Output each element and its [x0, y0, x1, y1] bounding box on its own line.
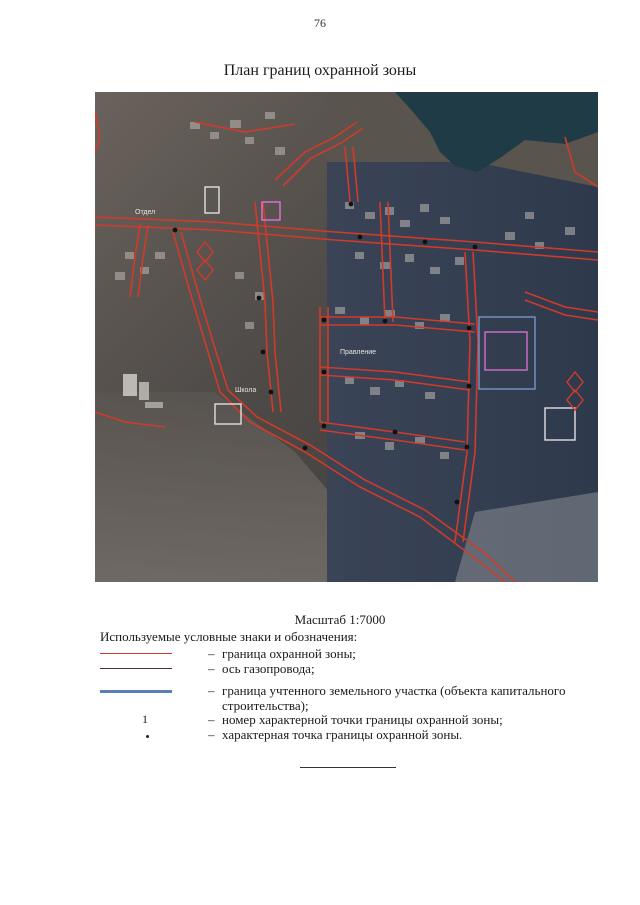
blue-line-symbol	[100, 683, 172, 698]
satellite-map[interactable]	[95, 92, 598, 582]
map-canvas	[95, 92, 598, 582]
footer-rule	[300, 767, 396, 768]
legend-heading: Используемые условные знаки и обозначения:	[100, 629, 358, 644]
legend-dash: –	[208, 646, 215, 661]
dot-symbol	[100, 727, 172, 742]
page-number: 76	[314, 16, 326, 30]
legend-dash: –	[208, 683, 215, 698]
red-line-symbol	[100, 646, 172, 661]
legend-text: граница охранной зоны;	[222, 646, 356, 661]
map-scale: Масштаб 1:7000	[294, 612, 386, 627]
dark-line-symbol	[100, 661, 172, 676]
legend-text: характерная точка границы охранной зоны.	[222, 727, 463, 742]
map-label: Отдел	[135, 209, 156, 216]
legend-dash: –	[208, 712, 215, 727]
farm-building	[145, 402, 163, 408]
farm-building	[123, 374, 137, 396]
farm-building	[139, 382, 149, 400]
legend-dash: –	[208, 661, 215, 676]
map-label: Правление	[340, 349, 377, 356]
point-number-sample: 1	[142, 712, 148, 726]
legend-dash: –	[208, 727, 215, 742]
legend-text: ось газопровода;	[222, 661, 315, 676]
page-title: План границ охранной зоны	[223, 62, 417, 79]
legend-text: номер характерной точки границы охранной зоны;	[222, 712, 503, 727]
map-label: Школа	[235, 387, 257, 394]
legend-text: граница учтенного земельного участка (объекта капитального строительства);	[222, 683, 566, 713]
number-symbol	[100, 712, 172, 727]
